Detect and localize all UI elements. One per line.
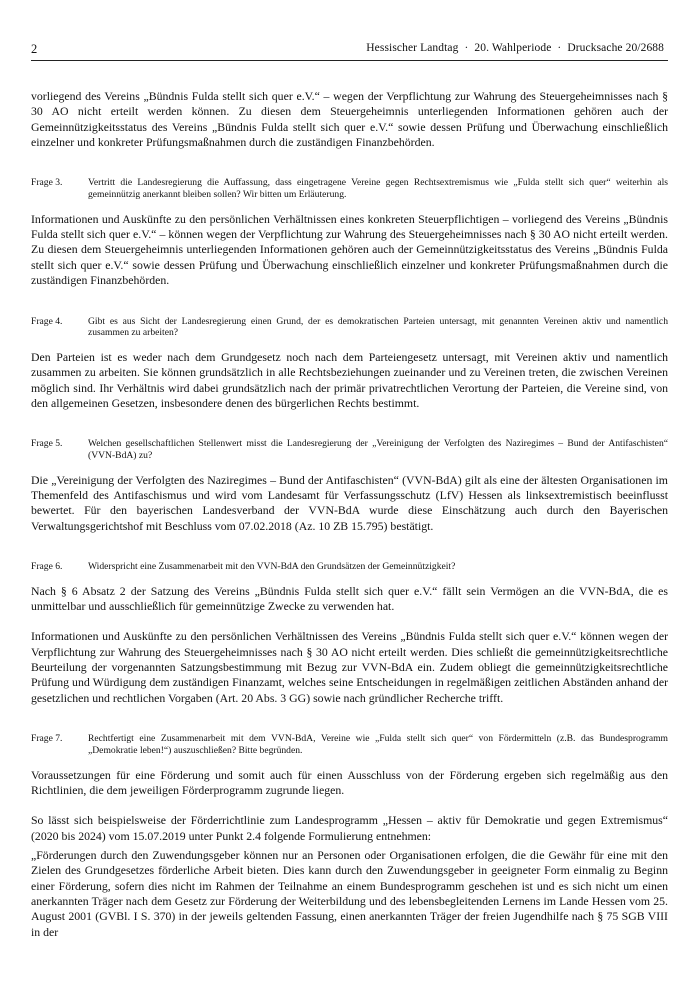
running-header: [31, 40, 668, 61]
question-label: Frage 4.: [31, 315, 63, 327]
question-text: Gibt es aus Sicht der Landesregierung einen Grund, der es demokratischen Parteien untersagt, mit genannten Vereinen aktiv und namentlich zusammen zu arbeiten?: [88, 315, 668, 339]
question-text: Welchen gesellschaftlichen Stellenwert misst die Landesregierung der „Vereinigung der Verfolgten des Naziregimes – Bund der Antifaschisten“ (VVN-BdA) zu?: [88, 438, 668, 461]
question-label: Frage 3.: [31, 177, 63, 189]
answer-4: Den Parteien ist es weder nach dem Grundgesetz noch nach dem Parteiengesetz untersagt, mit Vereinen aktiv und namentlich zusammen zu arbeiten. Sie können grundsätzlich in alle Rechtsbeziehungen zueinander und zu Vereinen treten, die zwischen Vereinen möglich sind. Ihr Verhältnis wird dabei grundsätzlich nach der primär privatrechtlichen Verortung der Parteien, die Vereine sind, von den allgemeinen Gesetzen, insbesondere denen des bürgerlichen Rechts bestimmt.: [31, 349, 668, 410]
question-5: [31, 438, 668, 461]
question-label: Frage 5.: [31, 438, 63, 450]
question-3: [31, 177, 668, 200]
publisher: Hessischer Landtag: [366, 42, 459, 54]
answer-7-quote: „Förderungen durch den Zuwendungsgeber können nur an Personen oder Organisationen erfolgen, die die Gewähr für eine mit den Zielen des Grundgesetzes förderliche Arbeit bieten. Dies kann durch den Zuwendungsgeber in geeigneter Form einmalig zu Beginn einer Förderung, sofern dies nicht im Rahmen der Teilnahme an einem Bundesprogramm geschehen ist und es sich nicht um einen anerkannten Träger nach dem Gesetz zur Förderung der Weiterbildung und des lebensbegleitenden Lernens im Lande Hessen vom 25. August 2001 (GVBl. I S. 370) in der jeweils geltenden Fassung, einen anerkannten Träger der freien Jugendhilfe nach § 75 SGB VIII in der: [31, 847, 668, 939]
question-7: [31, 733, 668, 756]
answer-7-part-2: So lässt sich beispielsweise der Förderrichtlinie zum Landesprogramm „Hessen – aktiv für Demokratie und gegen Extremismus“ (2020 bis 2024) vom 15.07.2019 unter Punkt 2.4 folgende Formulierung entnehmen:: [31, 813, 668, 843]
separator: ·: [464, 42, 469, 54]
question-label: Frage 7.: [31, 733, 63, 745]
page-number: 2: [31, 42, 38, 56]
period: 20. Wahlperiode: [474, 42, 552, 54]
answer-5: Die „Vereinigung der Verfolgten des Naziregimes – Bund der Antifaschisten“ (VVN-BdA) gilt als eine der ältesten Organisationen im Themenfeld des Antifaschismus und wird vom Landesamt für Verfassungsschutz (LfV) Hessen als linksextremistisch beeinflusst bewertet. Für den bayerischen Landesverband der VVN-BdA wurde diese Einschätzung auch durch den Bayerischen Verwaltungsgerichtshof mit Beschluss vom 07.02.2018 (Az. 10 ZB 15.795) bestätigt.: [31, 472, 668, 533]
separator: ·: [557, 42, 562, 54]
question-4: [31, 316, 668, 339]
question-label: Frage 6.: [31, 561, 63, 573]
answer-6-part-2: Informationen und Auskünfte zu den persönlichen Verhältnissen des Vereins „Bündnis Fulda stellt sich quer e.V.“ können wegen der Verpflichtung zur Wahrung des Steuergeheimnisses nach § 30 AO nicht erteilt werden. Dies schließt die gemeinnützigkeitsrechtliche Beurteilung der vorgenannten Satzungsbestimmung mit Bezug zur VVN-BdA ein. Zudem obliegt die gemeinnützigkeitsrechtliche Prüfung und Würdigung dem zuständigen Finanzamt, welches seine Entscheidungen in regelmäßigen zeitlichen Abständen anhand der gesetzlichen und rechtlichen Vorgaben (Art. 20 Abs. 3 GG) sowie nach gründlicher Recherche trifft.: [31, 629, 668, 705]
answer-7-part-1: Voraussetzungen für eine Förderung und somit auch für einen Ausschluss von der Förderung ergeben sich regelmäßig aus den Richtlinien, die dem jeweiligen Förderprogramm zugrunde liegen.: [31, 767, 668, 797]
answer-3: Informationen und Auskünfte zu den persönlichen Verhältnissen eines konkreten Steuerpflichtigen – vorliegend des Vereins „Bündnis Fulda stellt sich quer e.V.“ – können wegen der Verpflichtung zur Wahrung des Steuergeheimnisses nach § 30 AO nicht erteilt werden. Zu diesen dem Steuergeheimnis unterliegenden Informationen gehören auch der Gemeinnützigkeitsstatus des Vereins „Bündnis Fulda stellt sich quer e.V.“ sowie dessen Prüfung und Überwachung einschließlich einzelner und konkreter Prüfungsmaßnahmen durch die zuständigen Finanzbehörden.: [31, 211, 668, 288]
running-head: [366, 42, 664, 54]
question-text: Vertritt die Landesregierung die Auffassung, dass eingetragene Vereine gegen Rechtsextremismus wie „Fulda stellt sich quer“ weiterhin als gemeinnützig anerkannt bleiben sollen? Wir bitten um Erläuterung.: [88, 177, 668, 201]
question-text: Widerspricht eine Zusammenarbeit mit den VVN-BdA den Grundsätzen der Gemeinnützigkeit?: [88, 561, 456, 573]
question-6: [31, 561, 668, 573]
page-content: [31, 89, 668, 940]
question-text: Rechtfertigt eine Zusammenarbeit mit dem VVN-BdA, Vereine wie „Fulda stellt sich quer“ von Fördermitteln (z.B. das Bundesprogramm „Demokratie leben!“) auszuschließen? Bitte begründen.: [88, 733, 668, 756]
doc-number: Drucksache 20/2688: [567, 42, 664, 54]
answer-6-part-1: Nach § 6 Absatz 2 der Satzung des Vereins „Bündnis Fulda stellt sich quer e.V.“ fällt sein Vermögen an die VVN-BdA, die es unmittelbar und ausschließlich für gemeinnützige Zwecke zu verwenden hat.: [31, 583, 668, 614]
intro-paragraph: vorliegend des Vereins „Bündnis Fulda stellt sich quer e.V.“ – wegen der Verpflichtung zur Wahrung des Steuergeheimnisses nach § 30 AO nicht erteilt werden können. Zu diesen dem Steuergeheimnis unterliegenden Informationen gehören auch der Gemeinnützigkeitsstatus des Vereins „Bündnis Fulda stellt sich quer e.V.“ sowie dessen Prüfung und Überwachung einschließlich einzelner und konkreter Prüfungsmaßnahmen durch die zuständigen Finanzbehörden.: [31, 89, 668, 150]
